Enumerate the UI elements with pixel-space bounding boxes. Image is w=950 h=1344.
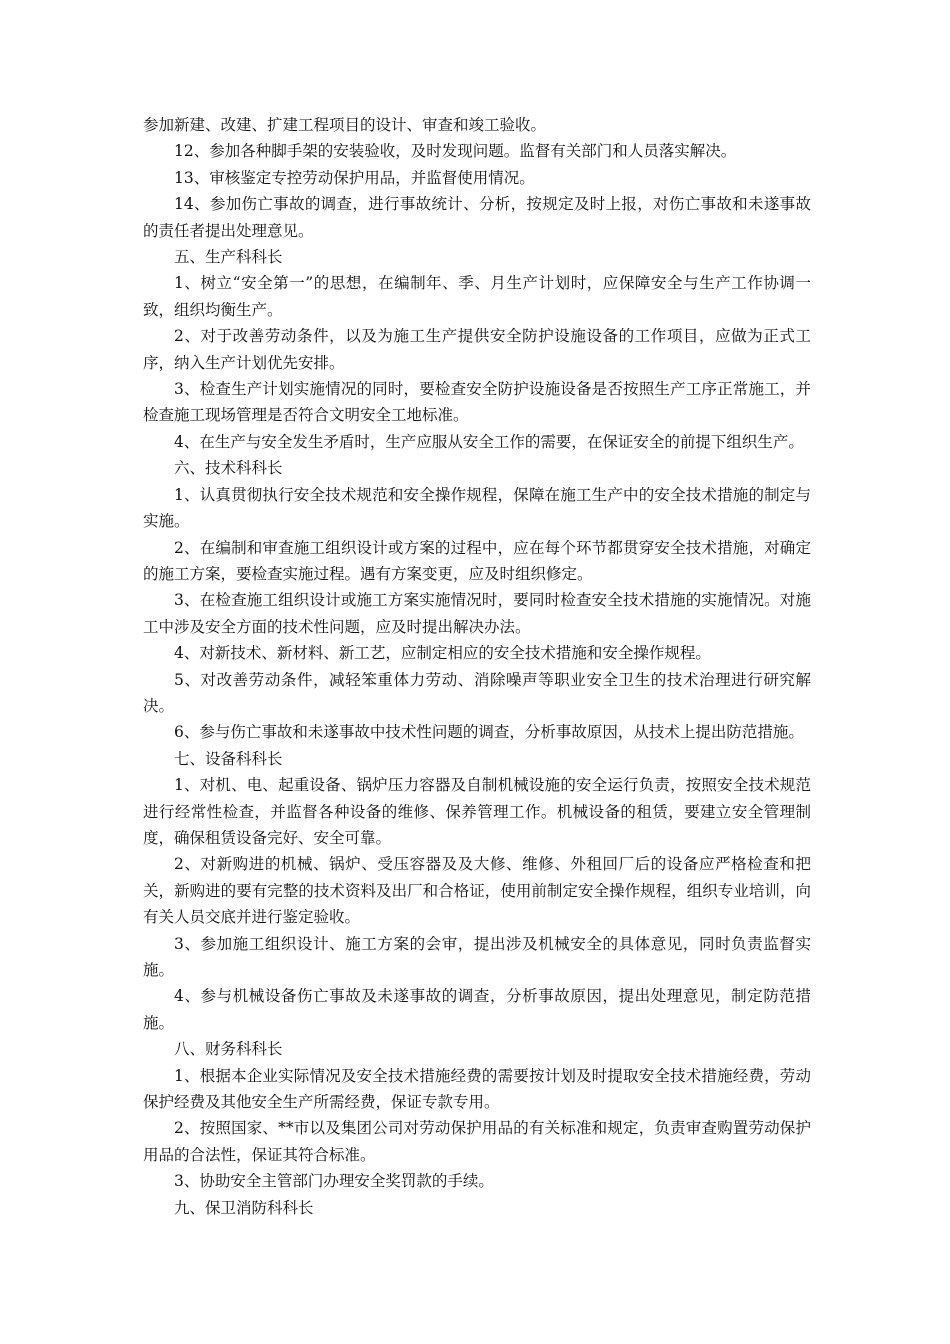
paragraph-item-14: 14、参加伤亡事故的调查，进行事故统计、分析，按规定及时上报，对伤亡事故和未遂事故的责任者提出处理意见。	[143, 195, 811, 240]
paragraph-technical-1: 1、认真贯彻执行安全技术规范和安全操作规程，保障在施工生产中的安全技术措施的制定与实施。	[143, 485, 811, 531]
paragraph-technical-5: 5、对改善劳动条件，减轻笨重体力劳动、消除噪声等职业安全卫生的技术治理进行研究解决。	[143, 670, 811, 715]
paragraph-production-1: 1、树立“安全第一”的思想，在编制年、季、月生产计划时，应保障安全与生产工作协调一致，组织均衡生产。	[143, 274, 811, 319]
section-heading-production: 五、生产科科长	[174, 248, 283, 267]
section-heading-equipment: 七、设备科科长	[174, 749, 283, 768]
section-heading-finance: 八、财务科科长	[174, 1040, 283, 1059]
paragraph-item-12: 12、参加各种脚手架的安装验收，及时发现问题。监督有关部门和人员落实解决。	[174, 142, 737, 161]
document-body	[143, 112, 811, 1221]
section-heading-technical: 六、技术科科长	[174, 459, 283, 478]
paragraph-equipment-2: 2、对新购进的机械、锅炉、受压容器及及大修、维修、外租回厂后的设备应严格检查和把关，新购进的要有完整的技术资料及出厂和合格证，使用前制定安全操作规程，组织专业培训，向有关人员交底并进行鉴定验收。	[143, 855, 811, 927]
paragraph-technical-4: 4、对新技术、新材料、新工艺，应制定相应的安全技术措施和安全操作规程。	[174, 644, 711, 663]
paragraph-production-2: 2、对于改善劳动条件，以及为施工生产提供安全防护设施设备的工作项目，应做为正式工序，纳入生产计划优先安排。	[143, 327, 811, 372]
paragraph-continuation: 参加新建、改建、扩建工程项目的设计、审查和竣工验收。	[143, 116, 547, 134]
paragraph-finance-3: 3、协助安全主管部门办理安全奖罚款的手续。	[174, 1172, 494, 1191]
paragraph-technical-3: 3、在检查施工组织设计或施工方案实施情况时，要同时检查安全技术措施的实施情况。对施工中涉及安全方面的技术性问题，应及时提出解决办法。	[143, 591, 811, 636]
section-heading-security: 九、保卫消防科科长	[174, 1198, 314, 1217]
paragraph-item-13: 13、审核鉴定专控劳动保护用品，并监督使用情况。	[174, 168, 535, 187]
paragraph-equipment-3: 3、参加施工组织设计、施工方案的会审，提出涉及机械安全的具体意见，同时负责监督实施。	[143, 934, 811, 979]
paragraph-finance-2: 2、按照国家、**市以及集团公司对劳动保护用品的有关标准和规定，负责审查购置劳动保护用品的合法性，保证其符合标准。	[143, 1119, 811, 1164]
paragraph-production-3: 3、检查生产计划实施情况的同时，要检查安全防护设施设备是否按照生产工序正常施工，并检查施工现场管理是否符合文明安全工地标准。	[143, 380, 811, 425]
paragraph-equipment-1: 1、对机、电、起重设备、锅炉压力容器及自制机械设施的安全运行负责，按照安全技术规范进行经常性检查，并监督各种设备的维修、保养管理工作。机械设备的租赁，要建立安全管理制度，确保租赁设备完好、安全可靠。	[143, 776, 811, 847]
paragraph-production-4: 4、在生产与安全发生矛盾时，生产应服从安全工作的需要，在保证安全的前提下组织生产。	[174, 432, 804, 451]
paragraph-technical-2: 2、在编制和审查施工组织设计或方案的过程中，应在每个环节都贯穿安全技术措施，对确定的施工方案，要检查实施过程。遇有方案变更，应及时组织修定。	[143, 538, 811, 583]
paragraph-technical-6: 6、参与伤亡事故和未遂事故中技术性问题的调查，分析事故原因，从技术上提出防范措施。	[174, 723, 804, 742]
paragraph-finance-1: 1、根据本企业实际情况及安全技术措施经费的需要按计划及时提取安全技术措施经费，劳动保护经费及其他安全生产所需经费，保证专款专用。	[143, 1066, 811, 1112]
paragraph-equipment-4: 4、参与机械设备伤亡事故及未遂事故的调查，分析事故原因，提出处理意见，制定防范措施。	[143, 987, 811, 1032]
